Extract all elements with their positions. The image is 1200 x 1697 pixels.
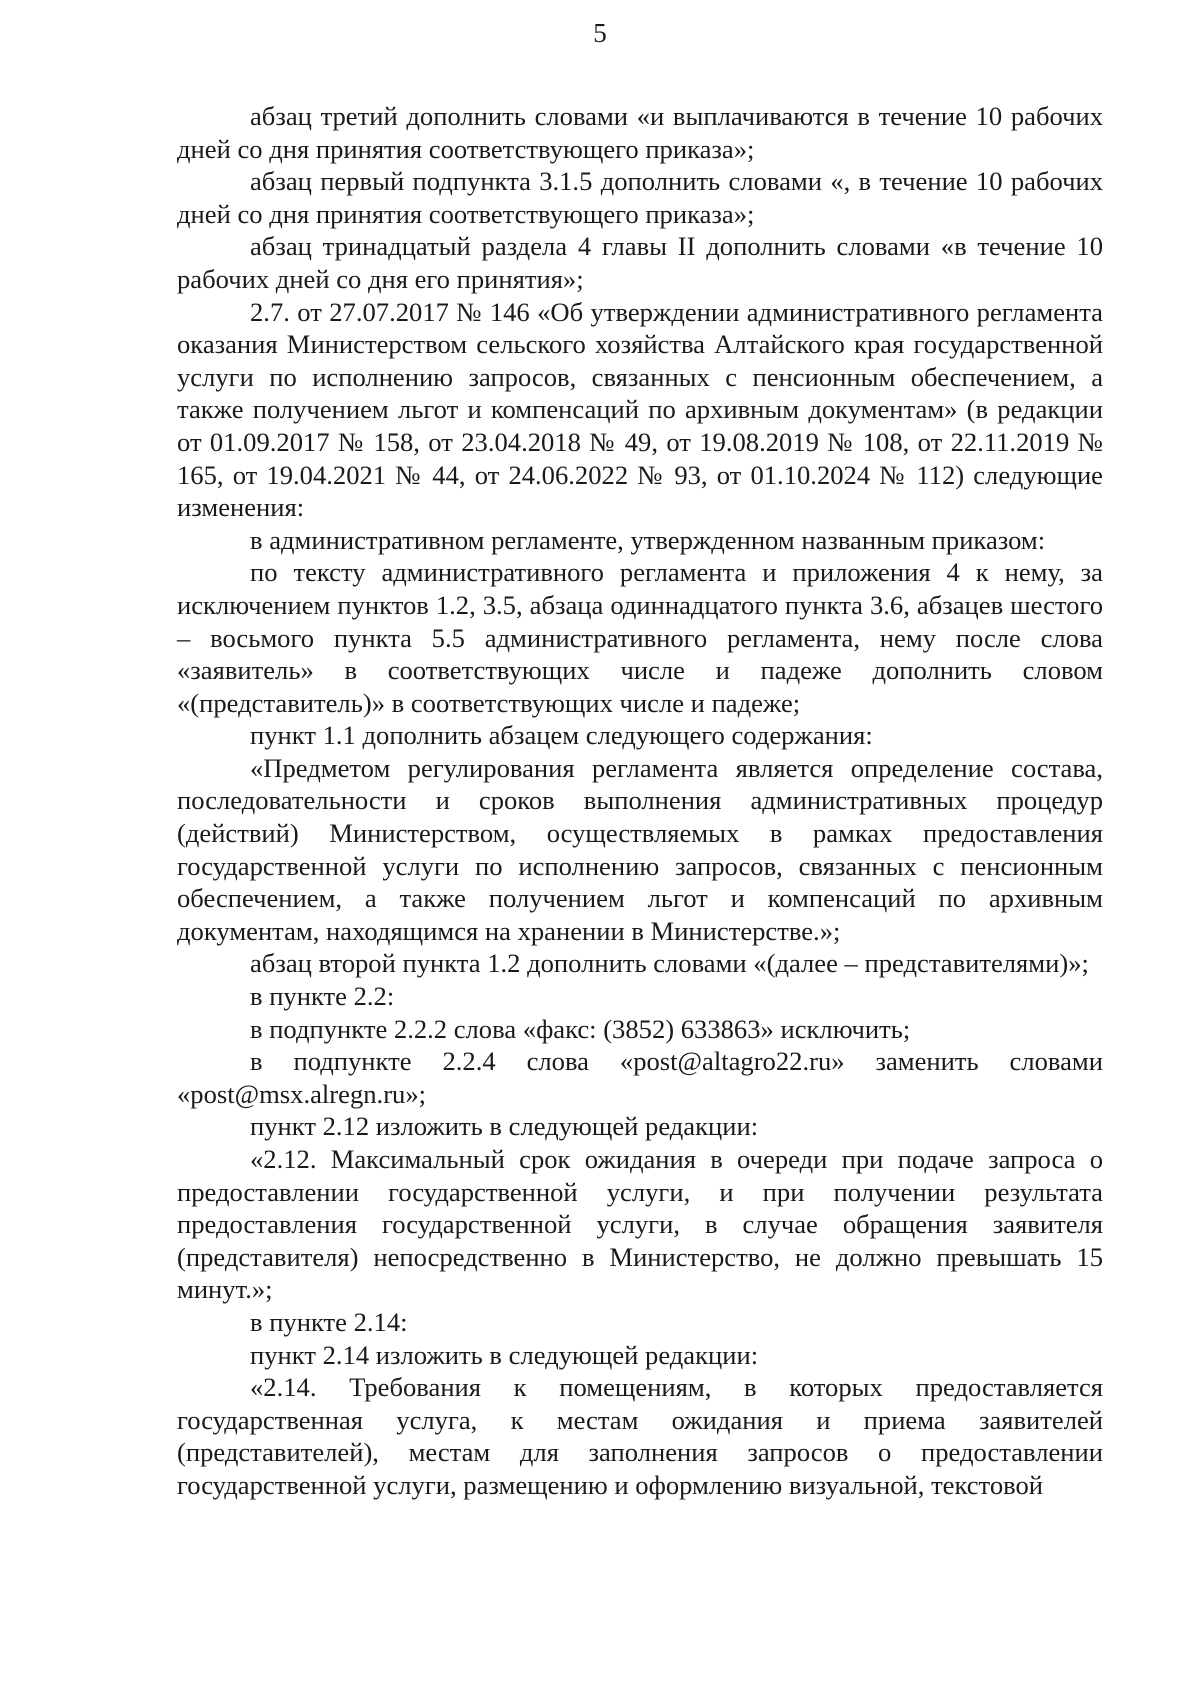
paragraph: в административном регламенте, утвержденном названным приказом: <box>250 524 1046 555</box>
paragraph: пункт 2.14 изложить в следующей редакции: <box>250 1339 759 1370</box>
paragraph: пункт 2.12 изложить в следующей редакции: <box>250 1111 759 1142</box>
paragraph: абзац второй пункта 1.2 дополнить словами «(далее – представителями)»; <box>250 948 1089 979</box>
paragraph: в подпункте 2.2.4 слова «post@altagro22.ru» заменить словами «post@msx.alregn.ru»; <box>177 1046 1103 1109</box>
paragraph: 2.7. от 27.07.2017 № 146 «Об утверждении административного регламента оказания Министерством сельского хозяйства Алтайского края государственной услуги по исполнению запросов, связанных с пенсионным обеспечением, а также получением льгот и компенсаций по архивным документам» (в редакции от 01.09.2017 № 158, от 23.04.2018 № 49, от 19.08.2019 № 108, от 22.11.2019 № 165, от 19.04.2021 № 44, от 24.06.2022 № 93, от 01.10.2024 № 112) следующие изменения: <box>177 296 1103 523</box>
paragraph: в пункте 2.14: <box>250 1306 408 1337</box>
paragraph: по тексту административного регламента и приложения 4 к нему, за исключением пунктов 1.2, 3.5, абзаца одиннадцатого пункта 3.6, абзацев шестого – восьмого пункта 5.5 административного регламента, нему после слова «заявитель» в соответствующих числе и падеже дополнить словом «(представитель)» в соответствующих числе и падеже; <box>177 557 1103 718</box>
paragraph: «2.12. Максимальный срок ожидания в очереди при подаче запроса о предоставлении государственной услуги, и при получении результата предоставления государственной услуги, в случае обращения заявителя (представителя) непосредственно в Министерство, не должно превышать 15 минут.»; <box>177 1144 1103 1305</box>
page-number: 5 <box>593 18 607 48</box>
paragraph: «Предметом регулирования регламента является определение состава, последовательности и сроков выполнения административных процедур (действий) Министерством, осуществляемых в рамках предоставления государственной услуги по исполнению запросов, связанных с пенсионным обеспечением, а также получением льгот и компенсаций по архивным документам, находящимся на хранении в Министерстве.»; <box>177 752 1103 946</box>
document-body <box>177 100 1103 1502</box>
paragraph: «2.14. Требования к помещениям, в которых предоставляется государственная услуга, к местам ожидания и приема заявителей (представителей), местам для заполнения запросов о предоставлении государственной услуги, размещению и оформлению визуальной, текстовой <box>177 1372 1103 1500</box>
paragraph: в пункте 2.2: <box>250 981 395 1012</box>
paragraph: в подпункте 2.2.2 слова «факс: (3852) 633863» исключить; <box>250 1013 911 1044</box>
paragraph: абзац первый подпункта 3.1.5 дополнить словами «, в течение 10 рабочих дней со дня принятия соответствующего приказа»; <box>177 166 1103 229</box>
paragraph: пункт 1.1 дополнить абзацем следующего содержания: <box>250 720 873 751</box>
paragraph: абзац третий дополнить словами «и выплачиваются в течение 10 рабочих дней со дня принятия соответствующего приказа»; <box>177 101 1103 164</box>
paragraph: абзац тринадцатый раздела 4 главы II дополнить словами «в течение 10 рабочих дней со дня его принятия»; <box>177 231 1103 294</box>
